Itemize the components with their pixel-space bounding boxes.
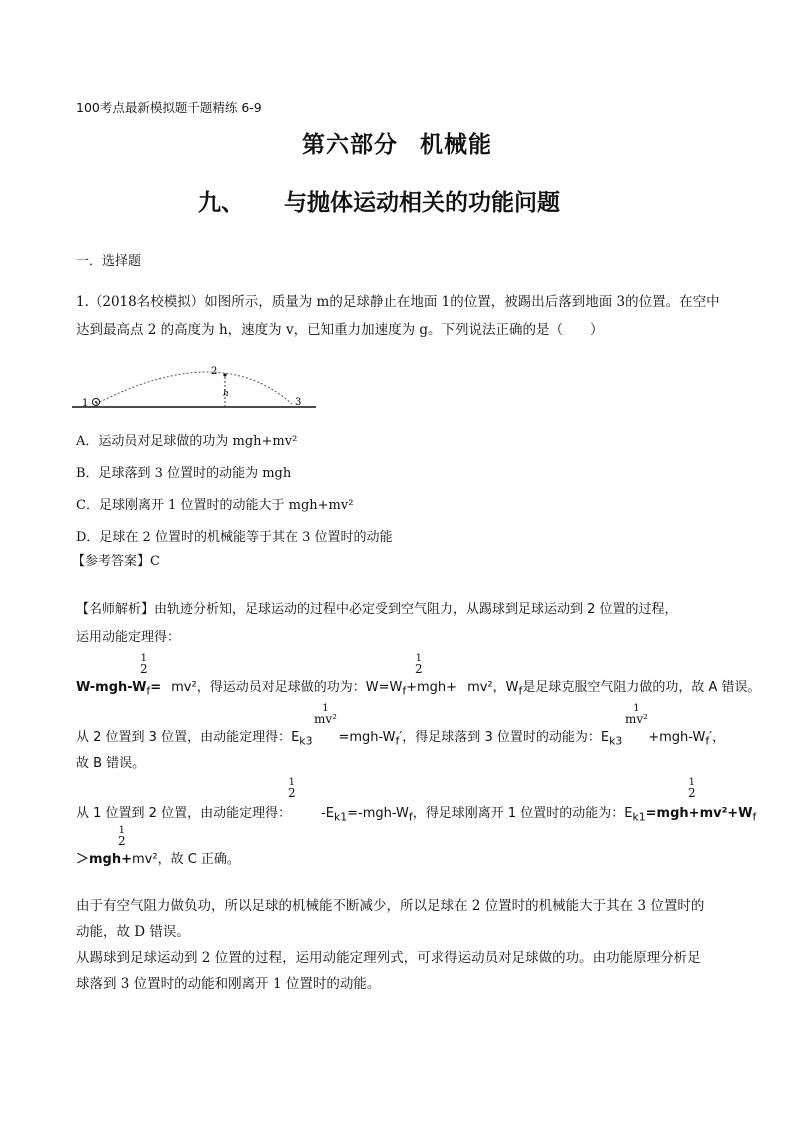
fraction-num: 1 xyxy=(415,653,422,664)
option-d: D．足球在 2 位置时的机械能等于其在 3 位置时的动能 xyxy=(76,530,393,545)
equation-b-tail: 故 B 错误。 xyxy=(76,756,146,771)
eq-c-pre: 从 1 位置到 2 位置，由动能定理得： xyxy=(76,806,292,821)
eq-a-sub3: f xyxy=(518,684,523,698)
fraction-half-b1 xyxy=(314,704,337,724)
eq-a-right: mv²，W xyxy=(467,680,519,695)
fraction-num: 1 xyxy=(688,777,695,788)
eq-c-sub1: k1 xyxy=(333,810,348,824)
eq-c-end: =mgh+ xyxy=(645,806,700,821)
conclusion-line-2: 动能，故 D 错误。 xyxy=(76,924,190,940)
eq-b-mid2: ′，得足球落到 3 位置时的动能为：E xyxy=(399,730,610,745)
chapter-number: 九、 xyxy=(198,189,244,216)
option-c: C．足球刚离开 1 位置时的动能大于 mgh+mv² xyxy=(76,498,354,513)
conclusion-line-4: 球落到 3 位置时的动能和刚离开 1 位置时的动能。 xyxy=(76,976,381,992)
ball-center xyxy=(95,401,97,403)
fraction-den: 2 xyxy=(415,662,423,676)
chapter-title xyxy=(198,184,560,217)
fraction-half-a1 xyxy=(140,654,148,674)
top-point xyxy=(223,373,226,376)
part-title xyxy=(0,126,794,159)
eq-c-sub4: f xyxy=(752,810,757,824)
label-1: 1 xyxy=(82,398,89,409)
eq-a-mid: mv²，得运动员对足球做的功为：W=W xyxy=(171,680,403,695)
page-header: 100考点最新模拟题千题精练 6-9 xyxy=(76,100,262,115)
eq-c-mid3: ，得足球刚离开 1 位置时的动能为：E xyxy=(412,806,633,821)
conclusion-line-1: 由于有空气阻力做负功，所以足球的机械能不断减少，所以足球在 2 位置时的机械能大于其在 3 位置时的 xyxy=(76,898,705,914)
eq-a-sub1: f xyxy=(146,684,151,698)
fraction-half-c1 xyxy=(288,778,296,798)
fraction-den: 2 xyxy=(140,662,148,676)
solution-intro-1: 【名师解析】由轨迹分析知，足球运动的过程中必定受到空气阻力，从踢球到足球运动到 2 位置的过程， xyxy=(76,602,678,617)
fraction-half-b2 xyxy=(625,704,648,724)
eq-b-sub1: k3 xyxy=(299,734,313,748)
eq-c-end2: mv²+W xyxy=(699,806,753,821)
equation-b-line xyxy=(76,726,725,748)
fraction-den: mv² xyxy=(625,712,648,726)
part-title-sub: 机械能 xyxy=(420,131,492,158)
question-line-2: 达到最高点 2 的高度为 h，速度为 v，已知重力加速度为 g。下列说法正确的是（ ） xyxy=(76,322,604,338)
eq-c-tail2: mv²，故 C 正确。 xyxy=(132,852,240,867)
eq-b-sub3: k3 xyxy=(609,734,623,748)
fraction-den: 2 xyxy=(288,786,296,800)
eq-c-sub2: f xyxy=(408,810,413,824)
eq-b-end2: ′， xyxy=(709,730,726,745)
eq-a-mid2: +mgh+ xyxy=(406,680,458,695)
equation-c-line xyxy=(76,802,756,824)
label-2: 2 xyxy=(211,366,218,377)
fraction-num: 1 xyxy=(140,653,147,664)
eq-c-sub3: k1 xyxy=(632,810,646,824)
fraction-half-a2 xyxy=(415,654,423,674)
eq-b-end: +mgh-W xyxy=(648,730,706,745)
eq-b-mid: =mgh-W xyxy=(338,730,396,745)
part-title-main: 第六部分 xyxy=(302,131,398,158)
fraction-num: 1 xyxy=(288,777,295,788)
eq-a-end: 是足球克服空气阻力做的功，故 A 错误。 xyxy=(522,680,761,695)
chapter-name: 与抛体运动相关的功能问题 xyxy=(284,189,560,216)
conclusion-line-3: 从踢球到足球运动到 2 位置的过程，运用动能定理列式，可求得运动员对足球做的功。由功能原理分析足 xyxy=(76,950,701,966)
fraction-den: 2 xyxy=(688,786,696,800)
eq-c-mid: -E xyxy=(321,806,334,821)
fraction-den: mv² xyxy=(314,712,337,726)
fraction-half-c3 xyxy=(118,826,126,846)
eq-b-sub2: f xyxy=(395,734,400,748)
fraction-num: 1 xyxy=(118,825,125,836)
question-line-1: 1.（2018名校模拟）如图所示，质量为 m的足球静止在地面 1的位置，被踢出后落到地面 3的位置。在空中 xyxy=(76,294,720,310)
eq-c-mid2: =-mgh-W xyxy=(347,806,409,821)
fraction-den: 2 xyxy=(118,834,126,848)
fraction-num: 1 xyxy=(633,703,640,714)
reference-answer: 【参考答案】C xyxy=(72,554,160,569)
eq-b-pre: 从 2 位置到 3 位置，由动能定理得：E xyxy=(76,730,300,745)
trajectory-curve xyxy=(96,372,292,404)
fraction-half-c2 xyxy=(688,778,696,798)
trajectory-diagram xyxy=(70,360,320,412)
label-h: h xyxy=(223,389,229,399)
option-b: B．足球落到 3 位置时的动能为 mgh xyxy=(76,466,292,481)
option-a: A．运动员对足球做的功为 mgh+mv² xyxy=(76,434,298,449)
label-3: 3 xyxy=(295,397,302,408)
solution-intro-2: 运用动能定理得： xyxy=(76,630,181,645)
equation-a-line: $W-mgh-W_f= mv^2$，得运动员对足球做的功为：$W=W_f+mgh+ mv^2$，$W_f$是足球克服空气阻力做的功，故 A 错误。 xyxy=(76,680,761,698)
equation-c-tail xyxy=(76,848,240,867)
eq-c-tail1: ＞mgh+ xyxy=(76,852,132,867)
eq-a-left: W-mgh-W xyxy=(76,680,147,695)
eq-a-sub2: f xyxy=(402,684,407,698)
eq-b-sub4: f xyxy=(705,734,710,748)
section-heading: 一．选择题 xyxy=(76,254,142,269)
fraction-num: 1 xyxy=(322,703,329,714)
